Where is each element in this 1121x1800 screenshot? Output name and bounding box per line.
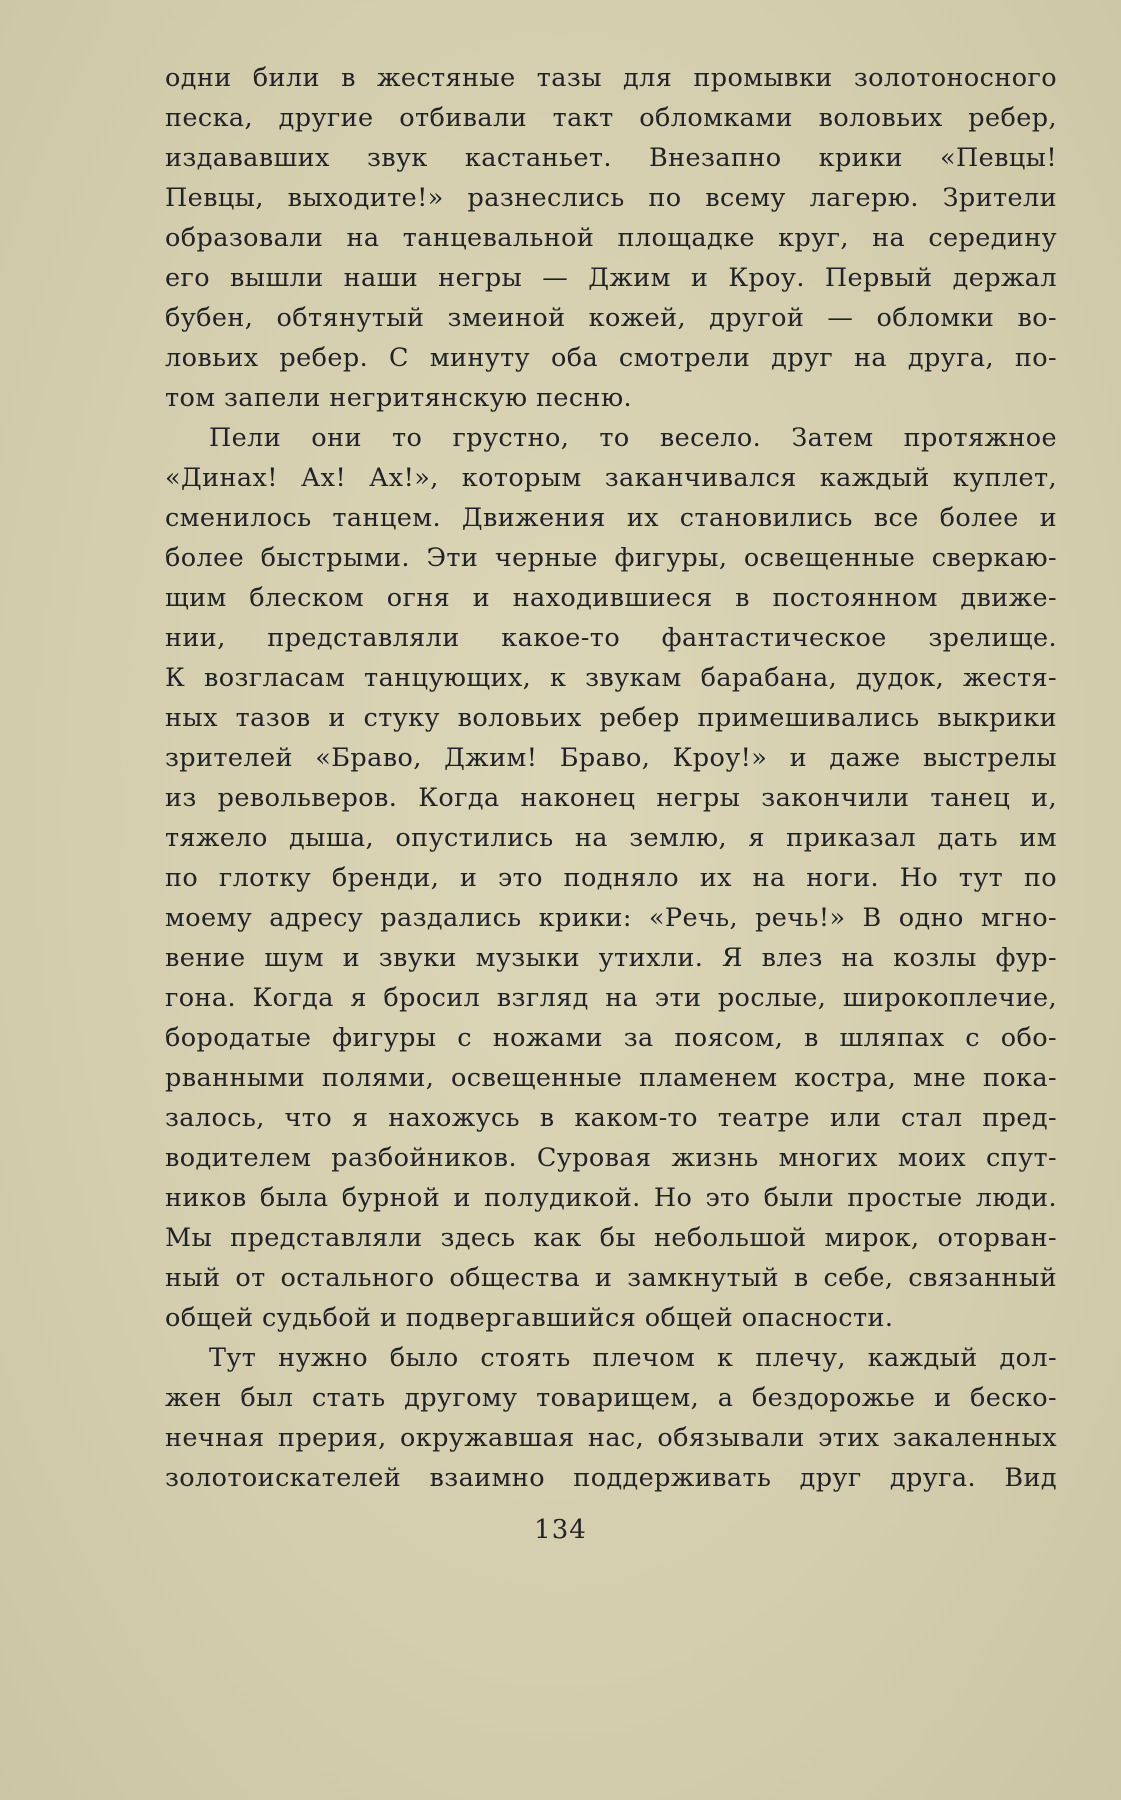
text-line: ловьих ребер. С минуту оба смотрели друг на друга, по- <box>165 343 1057 373</box>
text-line: ный от остального общества и замкнутый в себе, связанный <box>165 1263 1057 1293</box>
page-number: 134 <box>534 1515 587 1545</box>
body-text <box>165 58 1057 1498</box>
text-line: сменилось танцем. Движения их становились все более и <box>165 503 1057 533</box>
text-line: том запели негритянскую песню. <box>165 383 633 413</box>
text-line: вение шум и звуки музыки утихли. Я влез на козлы фур- <box>165 943 1057 973</box>
text-line: бородатые фигуры с ножами за поясом, в шляпах с обо- <box>165 1023 1057 1053</box>
text-line: гона. Когда я бросил взгляд на эти рослые, широкоплечие, <box>165 983 1057 1013</box>
text-line: более быстрыми. Эти черные фигуры, освещенные сверкаю- <box>165 543 1057 573</box>
text-line: золотоискателей взаимно поддерживать друг друга. Вид <box>165 1463 1057 1493</box>
text-line: нечная прерия, окружавшая нас, обязывали этих закаленных <box>165 1423 1057 1453</box>
text-line: нии, представляли какое-то фантастическое зрелище. <box>165 623 1057 653</box>
text-line: щим блеском огня и находившиеся в постоянном движе- <box>165 583 1057 613</box>
text-line: ников была бурной и полудикой. Но это были простые люди. <box>165 1183 1057 1213</box>
text-line: Певцы, выходите!» разнеслись по всему лагерю. Зрители <box>165 183 1057 213</box>
text-line: Пели они то грустно, то весело. Затем протяжное <box>209 423 1057 453</box>
text-line: тяжело дыша, опустились на землю, я приказал дать им <box>165 823 1057 853</box>
paragraph-3 <box>165 1338 1057 1498</box>
text-line: его вышли наши негры — Джим и Кроу. Первый держал <box>165 263 1057 293</box>
text-line: зрителей «Браво, Джим! Браво, Кроу!» и даже выстрелы <box>165 743 1057 773</box>
paragraph-1 <box>165 58 1057 418</box>
paragraph-2 <box>165 418 1057 1338</box>
text-line: бубен, обтянутый змеиной кожей, другой — обломки во- <box>165 303 1057 333</box>
text-line: образовали на танцевальной площадке круг, на середину <box>165 223 1057 253</box>
text-line: одни били в жестяные тазы для промывки золотоносного <box>165 63 1057 93</box>
text-line: из револьверов. Когда наконец негры закончили танец и, <box>165 783 1057 813</box>
text-line: «Динах! Ах! Ах!», которым заканчивался каждый куплет, <box>165 463 1057 493</box>
text-line: Тут нужно было стоять плечом к плечу, каждый дол- <box>209 1343 1057 1373</box>
text-line: песка, другие отбивали такт обломками воловьих ребер, <box>165 103 1057 133</box>
text-line: по глотку бренди, и это подняло их на ноги. Но тут по <box>165 863 1057 893</box>
text-line: моему адресу раздались крики: «Речь, речь!» В одно мгно- <box>165 903 1057 933</box>
text-line: залось, что я нахожусь в каком-то театре или стал пред- <box>165 1103 1057 1133</box>
text-line: рванными полями, освещенные пламенем костра, мне пока- <box>165 1063 1057 1093</box>
text-line: Мы представляли здесь как бы небольшой мирок, оторван- <box>165 1223 1057 1253</box>
text-line: общей судьбой и подвергавшийся общей опасности. <box>165 1303 894 1333</box>
text-line: К возгласам танцующих, к звукам барабана, дудок, жестя- <box>165 663 1057 693</box>
text-line: жен был стать другому товарищем, а бездорожье и беско- <box>165 1383 1057 1413</box>
text-line: ных тазов и стуку воловьих ребер примешивались выкрики <box>165 703 1057 733</box>
text-line: водителем разбойников. Суровая жизнь многих моих спут- <box>165 1143 1057 1173</box>
text-line: издававших звук кастаньет. Внезапно крики «Певцы! <box>165 143 1057 173</box>
